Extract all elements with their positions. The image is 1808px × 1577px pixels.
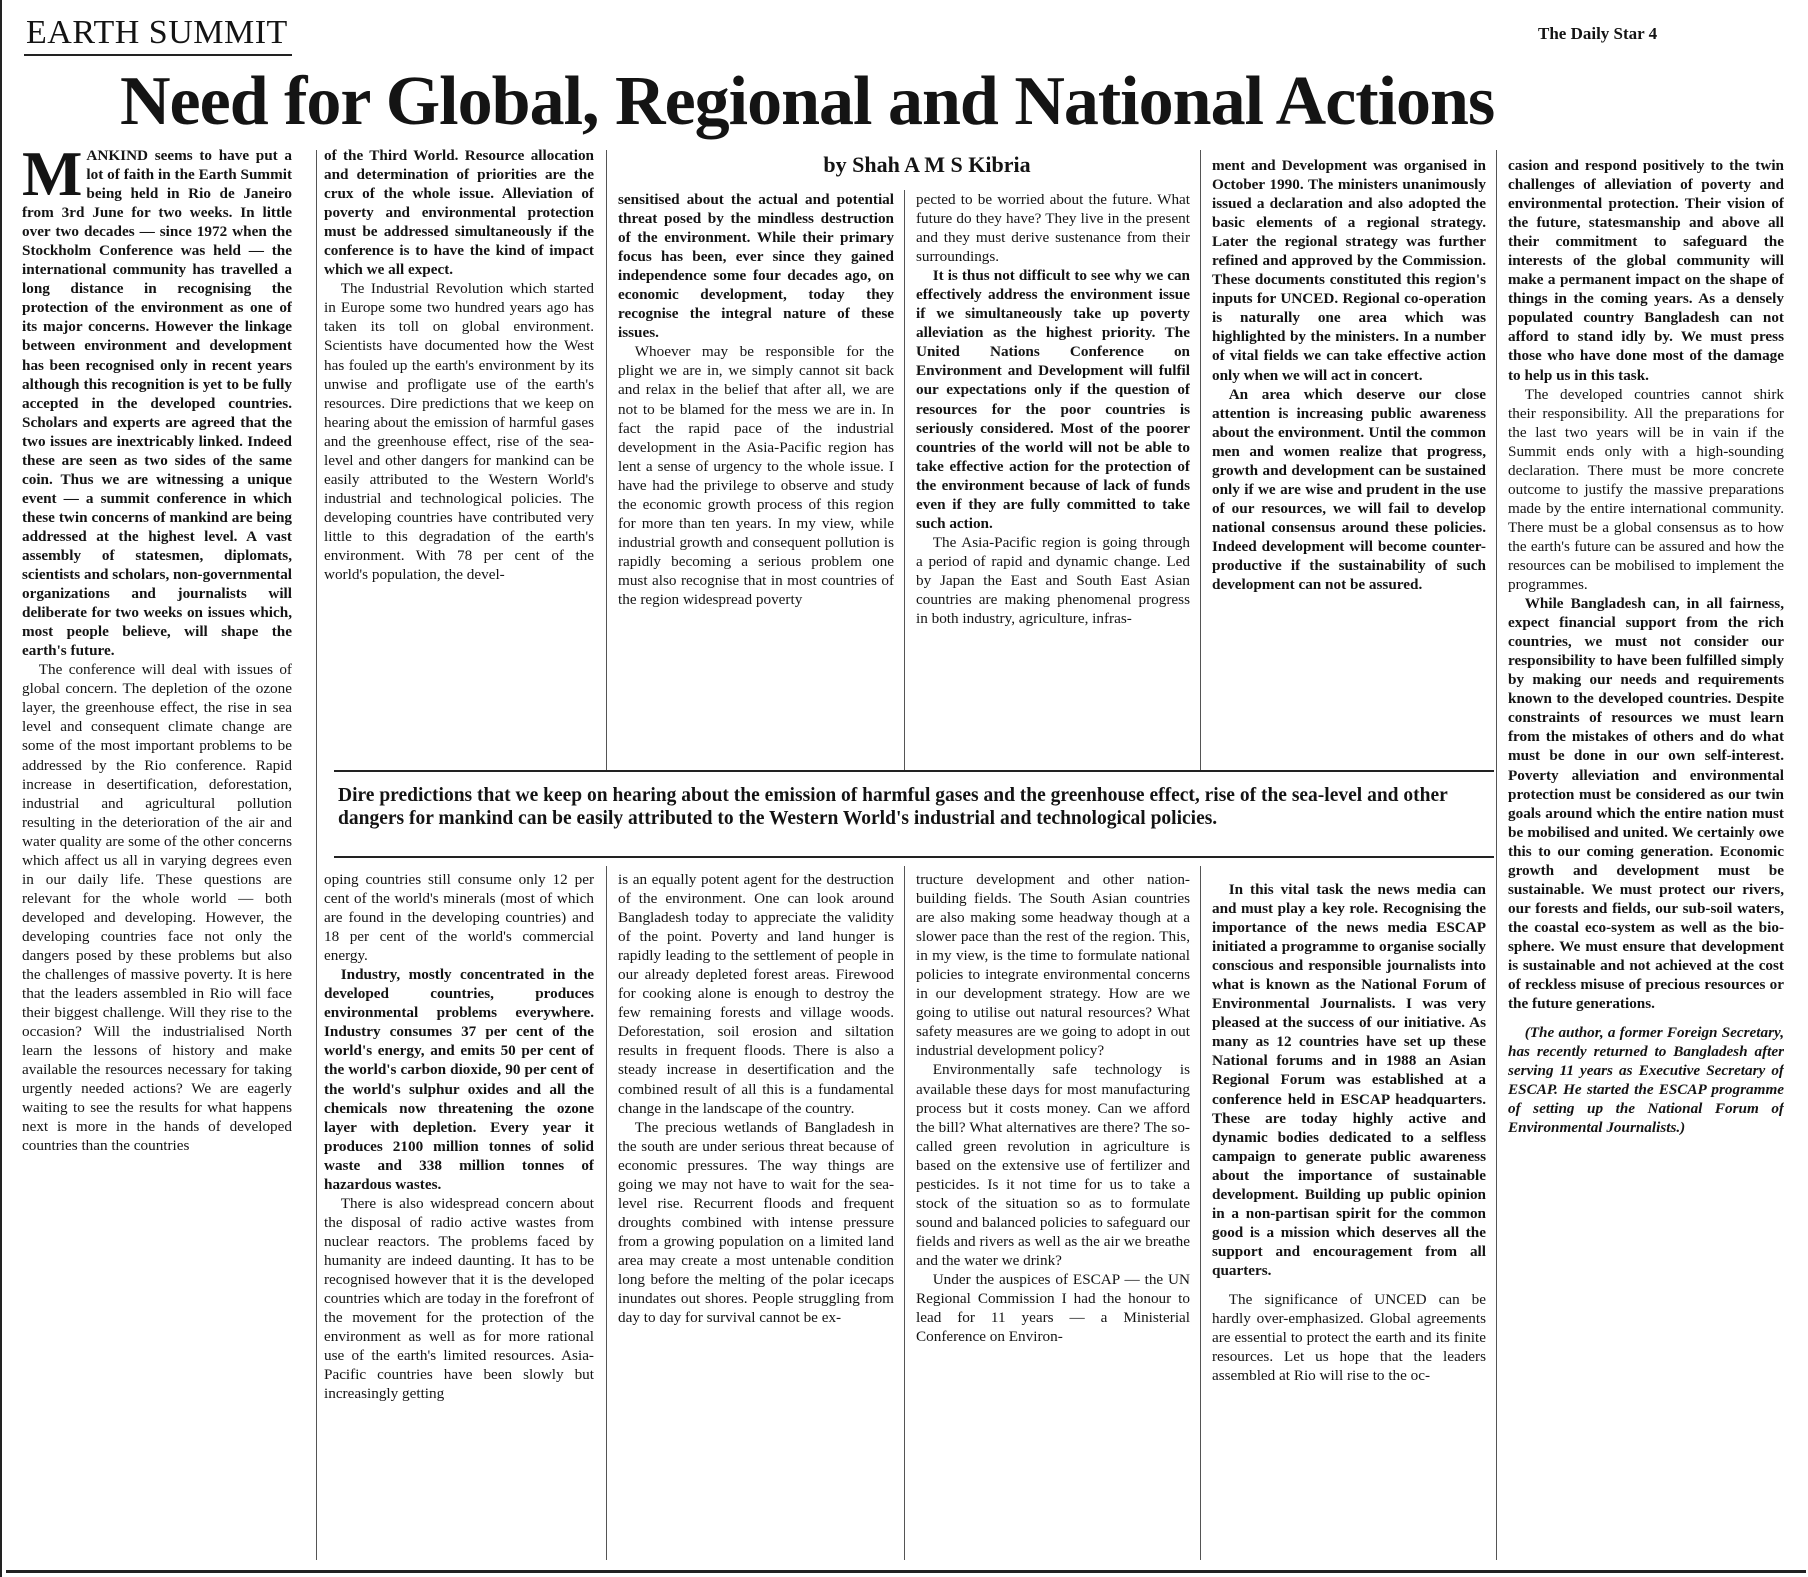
article-column-6 (1508, 156, 1784, 1564)
paragraph: It is thus not difficult to see why we can effectively address the environment issue if we simultaneously take up poverty alleviation as the highest priority. The United Nations Conference on Environment and Development will fulfil our expectations only if the question of resources for the poor countries is seriously considered. Most of the poorer countries of the world will not be able to take effective action for the protection of the environment because of lack of funds even if they are fully committed to take such action. (916, 267, 1190, 532)
column-rule (1496, 150, 1497, 1560)
paragraph: The significance of UNCED can be hardly over-emphasized. Global agreements are essential to protect the earth and its finite resources. Let us hope that the leaders assembled at Rio will rise to the oc- (1212, 1290, 1486, 1385)
article-column-1 (22, 146, 292, 1564)
paragraph: is an equally potent agent for the destruction of the environment. One can look around Bangladesh today to appreciate the validity of the point. Poverty and land hunger is rapidly leading to the settlement of people in our already depleted forest areas. Firewood for cooking alone is enough to destroy the few remaining forests and village woods. Deforestation, soil erosion and siltation results in frequent floods. There is also a steady increase in desertification and the combined result of all this is a fundamental change in the landscape of the country. (618, 871, 894, 1117)
drop-cap: M (22, 146, 83, 209)
paragraph: sensitised about the actual and potential threat posed by the mindless destruction of the environment. While their primary focus has been, ever since they gained independence some four decades ago, on economic development, today they recognise the integral nature of these issues. (618, 191, 894, 342)
column-rule (1200, 150, 1201, 770)
article-column-2-top (324, 146, 594, 762)
article-column-5-bottom (1212, 880, 1486, 1564)
paragraph: The Industrial Revolution which started in Europe some two hundred years ago has taken its toll on global environment. Scientists have documented how the West has fouled up the earth's environment by its unwise and profligate use of the earth's resources. Dire predictions that we keep on hearing about the emission of harmful gases and the greenhouse effect, rise of the sea-level and other dangers for mankind can be easily attributed to the Western World's industrial and technological policies. The developing countries have contributed very little to this degradation of the earth's environment. With 78 per cent of the world's population, the devel- (324, 280, 594, 584)
article-column-2-bottom (324, 870, 594, 1564)
column-rule (606, 866, 607, 1560)
paragraph: The developed countries cannot shirk their responsibility. All the preparations for the last two years will be in vain if the Summit ends only with a high-sounding declaration. There must be more concrete outcome to justify the massive preparations made by the entire international community. There must be a global consensus as to how the earth's future can be assured and how the resources can be mobilised to implement the programmes. (1508, 385, 1784, 594)
paragraph: The Asia-Pacific region is going through a period of rapid and dynamic change. Led by Japan the East and South East Asian countries are making phenomenal progress in both industry, agriculture, infras- (916, 533, 1190, 628)
paragraph: Whoever may be responsible for the plight we are in, we simply cannot sit back and relax in the belief that after all, we are not to be blamed for the mess we are in. In fact the rapid pace of the industrial development in the Asia-Pacific region has lent a sense of urgency to the whole issue. I have had the privilege to observe and study the economic growth process of this region for more than ten years. In my view, while industrial growth and consequent pollution is rapidly becoming a serious problem one must also recognise that in most countries of the region widespread poverty (618, 343, 894, 608)
paragraph: While Bangladesh can, in all fairness, expect financial support from the rich countries, we must not consider our responsibility to have been fulfilled simply by making our needs and requirements known to the developed countries. Despite constraints of resources we must learn from the mistakes of others and do what must be done in our own self-interest. Poverty alleviation and environmental protection must be considered as our twin goals around which the entire nation must be mobilised and united. We certainly owe this to our coming generation. Economic growth and development must be sustainable. We must protect our rivers, our forests and fields, our sub-soil waters, the coastal eco-system as well as the bio-sphere. We must ensure that development is sustainable and not achieved at the cost of reckless misuse of precious resources or the future generations. (1508, 595, 1784, 1013)
paragraph: ment and Development was organised in October 1990. The ministers unanimously issued a declaration and also adopted the basic elements of a regional strategy. Later the regional strategy was further refined and approved by the Commission. These documents constituted this region's inputs for UNCED. Regional co-operation is naturally one area which was highlighted by the ministers. In a number of vital fields we can take effective action only when we will act in concert. (1212, 157, 1486, 384)
paragraph: casion and respond positively to the twin challenges of alleviation of poverty and environmental protection. Their vision of the future, statesmanship and above all their commitment to safeguard the interests of the global community will make a permanent impact on the shape of things in the coming years. As a densely populated country Bangladesh can not afford to stand idly by. We must press those who have done most of the damage to help us in this task. (1508, 157, 1784, 384)
paragraph: The precious wetlands of Bangladesh in the south are under serious threat because of economic pressures. The way things are going we may not have to wait for the sea-level rise. Recurrent floods and frequent droughts combined with intense pressure from a growing population on a limited land area may create a most untenable condition long before the melting of the polar icecaps inundates out shores. People struggling from day to day for survival cannot be ex- (618, 1118, 894, 1327)
byline: by Shah A M S Kibria (823, 152, 1031, 177)
headline: Need for Global, Regional and National Actions (120, 63, 1495, 140)
paragraph: ANKIND seems to have put a lot of faith in the Earth Summit being held in Rio de Janeiro from 3rd June for two weeks. In little over two decades — since 1972 when the Stockholm Conference was held — the international community has travelled a long distance in recognising the protection of the environment as one of its major concerns. However the linkage between environment and development has been recognised only in recent years although this recognition is yet to be fully accepted in the developed countries. Scholars and experts are agreed that the two issues are inextricably linked. Indeed these are seen as two sides of the same coin. Thus we are witnessing a unique event — a summit conference in which these twin concerns of mankind are being addressed at the highest level. A vast assembly of statesmen, diplomats, scientists and scholars, non-governmental organizations and journalists will deliberate for two weeks on issues which, most people believe, will shape the earth's future. (22, 147, 292, 660)
author-note: (The author, a former Foreign Secretary, has recently returned to Bangladesh after serving 11 years as Executive Secretary of ESCAP. He started the ESCAP programme of setting up the National Forum of Environmental Journalists.) (1508, 1024, 1784, 1137)
paper-name: The Daily Star 4 (1538, 24, 1658, 43)
article-column-4-bottom (916, 870, 1190, 1564)
paragraph: pected to be worried about the future. What future do they have? They live in the present and they must derive sustenance from their surroundings. (916, 191, 1190, 266)
paragraph: In this vital task the news media can and must play a key role. Recognising the importance of the news media ESCAP initiated a programme to organise socially conscious and responsible journalists into what is known as the National Forum of Environmental Journalists. I was very pleased at the success of our initiative. As many as 12 countries have set up these National forums and in 1988 an Asian Regional Forum was established at a conference held in ESCAP headquarters. These are today highly active and dynamic bodies dedicated to a selfless campaign to generate public awareness about the importance of sustainable development. Building up public opinion in a non-partisan spirit for the common good is a mission which deserves all the support and encouragement from all quarters. (1212, 881, 1486, 1279)
paragraph: There is also widespread concern about the disposal of radio active wastes from nuclear reactors. The problems faced by humanity are indeed daunting. It has to be recognised however that it is the developed countries which are today in the forefront of the movement for the protection of the environment as well as for more rational use of the earth's limited resources. Asia-Pacific countries have been slowly but increasingly getting (324, 1194, 594, 1403)
paragraph: tructure development and other nation-building fields. The South Asian countries are also making some headway though at a slower pace than the rest of the region. This, in my view, is the time to formulate national policies to integrate environmental concerns in our development strategy. How are we going to utilise out natural resources? What safety measures are we going to adopt in out industrial development policy? (916, 871, 1190, 1060)
pull-quote: Dire predictions that we keep on hearing about the emission of harmful gases and the greenhouse effect, rise of the sea-level and other dangers for mankind can be easily attributed to the Western World's industrial and technological policies. (334, 770, 1494, 836)
column-rule (606, 150, 607, 770)
article-column-3-bottom (618, 870, 894, 1564)
section-label: EARTH SUMMIT (24, 14, 292, 56)
article-column-5-top (1212, 156, 1486, 762)
paragraph: An area which deserve our close attention is increasing public awareness about the environment. Until the common men and women realize that progress, growth and development can be sustained only if we are wise and prudent in the use of our resources, we will fail to develop national consensus around these policies. Indeed development will become counter-productive if the sustainability of such development can not be assured. (1212, 385, 1486, 594)
bottom-rule (6, 1570, 1806, 1573)
paragraph: The conference will deal with issues of global concern. The depletion of the ozone layer, the greenhouse effect, the rise in sea level and consequent climate change are some of the most important problems to be addressed by the Rio conference. Rapid increase in desertification, deforestation, industrial and agricultural pollution resulting in the deterioration of the air and water quality are some of the other concerns which affect us all in varying degrees even in our daily life. These questions are relevant for the whole world — both developed and developing. However, the developing countries face not only the dangers posed by these problems but also the challenges of massive poverty. It is here that the leaders assembled in Rio will face their biggest challenge. Will they rise to the occasion? Will the industrialised North learn the lessons of history and make available the resources necessary for taking urgently needed actions? We are eagerly waiting to see the results for what happens next is more in the hands of developed countries than the countries (22, 661, 292, 1155)
paragraph: Industry, mostly concentrated in the developed countries, produces environmental problems everywhere. Industry consumes 37 per cent of the world's energy, and emits 50 per cent of the world's carbon dioxide, 90 per cent of the world's sulphur oxides and all the chemicals now threatening the ozone layer with depletion. Every year it produces 2100 million tonnes of solid waste and 338 million tonnes of hazardous wastes. (324, 966, 594, 1193)
paragraph: of the Third World. Resource allocation and determination of priorities are the crux of the whole issue. Alleviation of poverty and environmental protection must be addressed simultaneously if the conference is to have the kind of impact which we all expect. (324, 147, 594, 279)
pull-quote-rule (334, 856, 1494, 858)
article-column-4-top (916, 190, 1190, 762)
column-rule (316, 150, 317, 1560)
column-rule (904, 866, 905, 1560)
article-column-3-top (618, 190, 894, 762)
paragraph: Under the auspices of ESCAP — the UN Regional Commission I had the honour to lead for 11 years — a Ministerial Conference on Environ- (916, 1270, 1190, 1346)
column-rule (904, 190, 905, 770)
paragraph: Environmentally safe technology is available these days for most manufacturing process but it costs money. Can we afford the bill? What alternatives are there? The so-called green revolution in agriculture is based on the extensive use of fertilizer and pesticides. Is it not time for us to take a stock of the situation so as to formulate sound and balanced policies to safeguard our fields and rivers as well as the air we breathe and the water we drink? (916, 1061, 1190, 1269)
paragraph: oping countries still consume only 12 per cent of the world's minerals (most of which are found in the developing countries) and 18 per cent of the world's commercial energy. (324, 871, 594, 965)
column-rule (1200, 866, 1201, 1560)
